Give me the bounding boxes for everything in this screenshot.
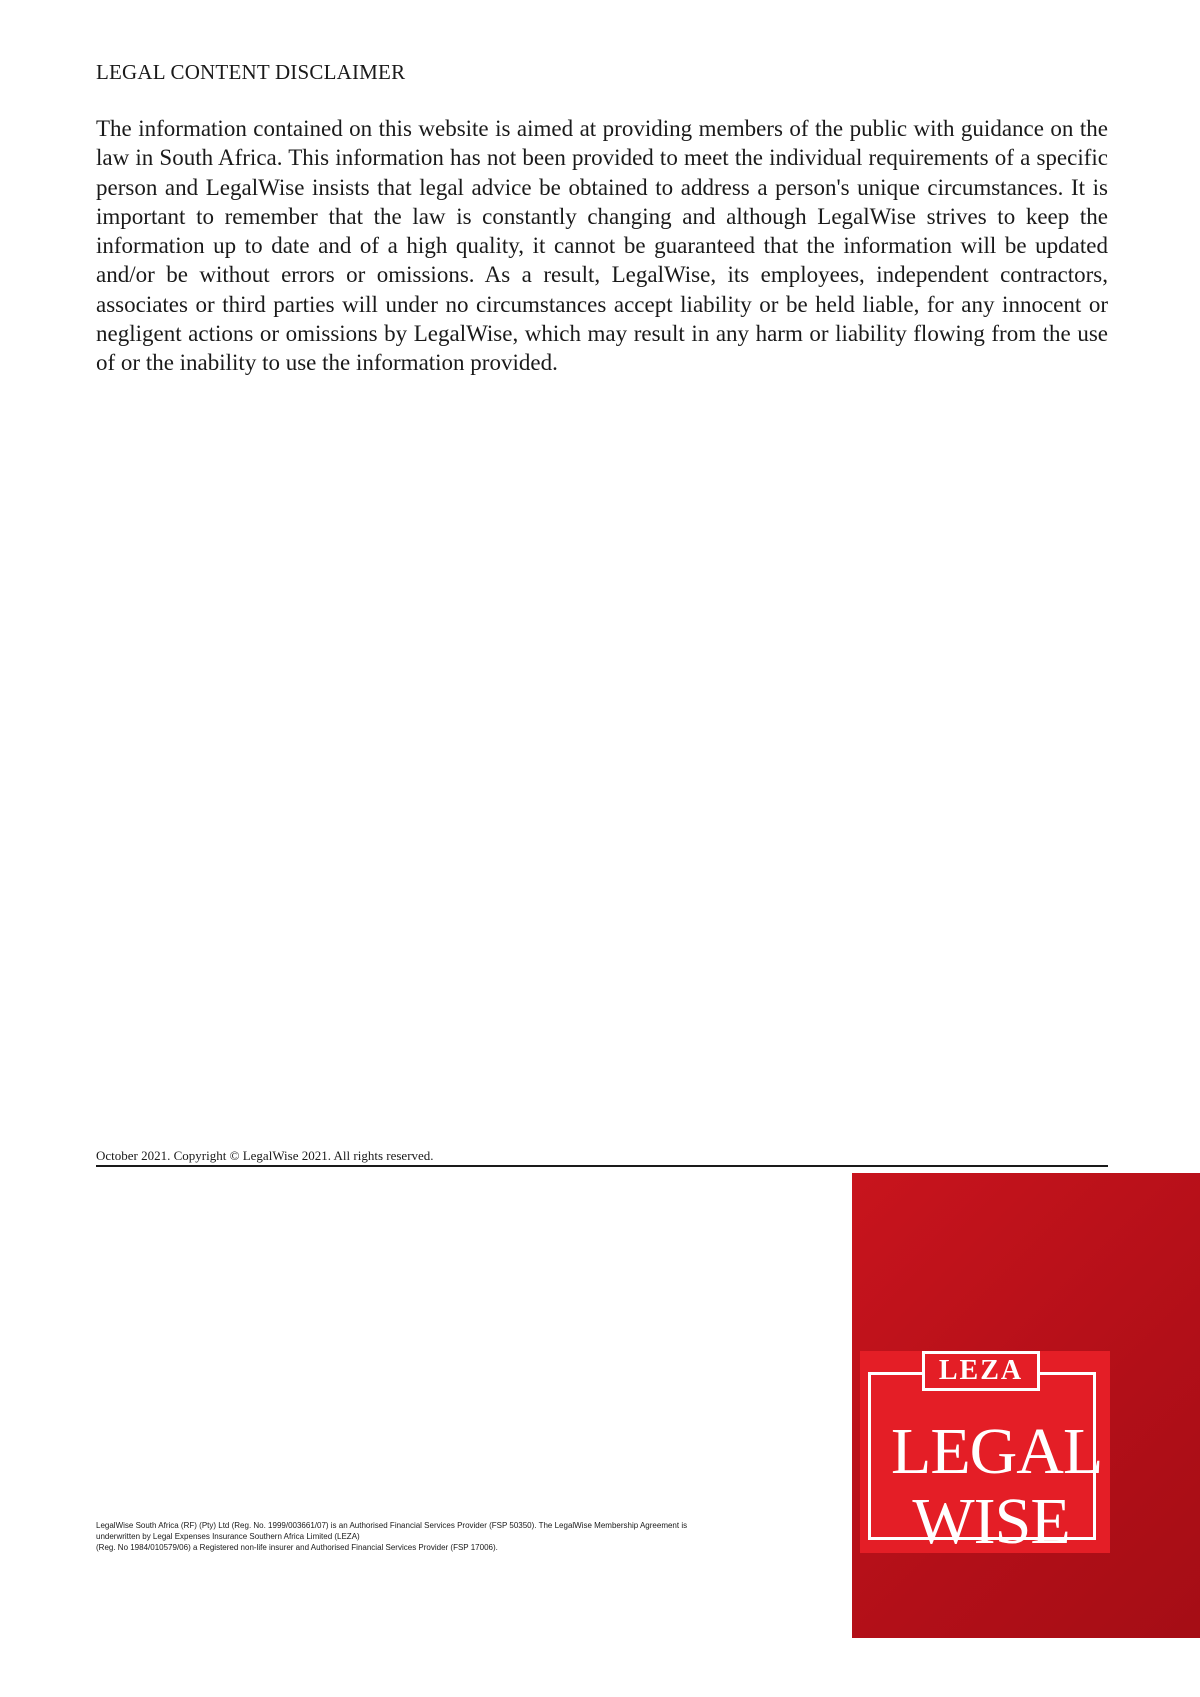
disclaimer-paragraph: The information contained on this website is aimed at providing members of the public with guidance on the law in South Africa. This information has not been provided to meet the individual requirements of a specific person and LegalWise insists that legal advice be obtained to address a person's unique circumstances. It is important to remember that the law is constantly changing and although LegalWise strives to keep the information up to date and of a high quality, it cannot be guaranteed that the information will be updated and/or be without errors or omissions. As a result, LegalWise, its employees, independent contractors, associates or third parties will under no circumstances accept liability or be held liable, for any innocent or negligent actions or omissions by LegalWise, which may result in any harm or liability flowing from the use of or the inability to use the information provided. (96, 116, 1108, 376)
logo-leza-badge: LEZA (922, 1351, 1040, 1391)
fineprint-line: (Reg. No 1984/010579/06) a Registered non-life insurer and Authorised Financial Services Provider (FSP 17006). (96, 1543, 498, 1552)
footer-divider (96, 1165, 1108, 1167)
page-title: LEGAL CONTENT DISCLAIMER (96, 60, 406, 84)
fineprint-line: LegalWise South Africa (RF) (Pty) Ltd (Reg. No. 1999/003661/07) is an Authorised Financial Services Provider (FSP 50350). The LegalWise Membership Agreement is (96, 1521, 688, 1530)
brand-panel (852, 1173, 1200, 1638)
fineprint-line: underwritten by Legal Expenses Insurance Southern Africa Limited (LEZA) (96, 1532, 360, 1541)
legal-fineprint (96, 1520, 836, 1553)
logo-word-legal: LEGAL (891, 1415, 1103, 1488)
logo-frame (868, 1372, 1103, 1558)
logo-word-wise: WISE (912, 1485, 1070, 1558)
copyright-notice: October 2021. Copyright © LegalWise 2021. All rights reserved. (96, 1148, 434, 1163)
legalwise-logo (860, 1351, 1110, 1558)
